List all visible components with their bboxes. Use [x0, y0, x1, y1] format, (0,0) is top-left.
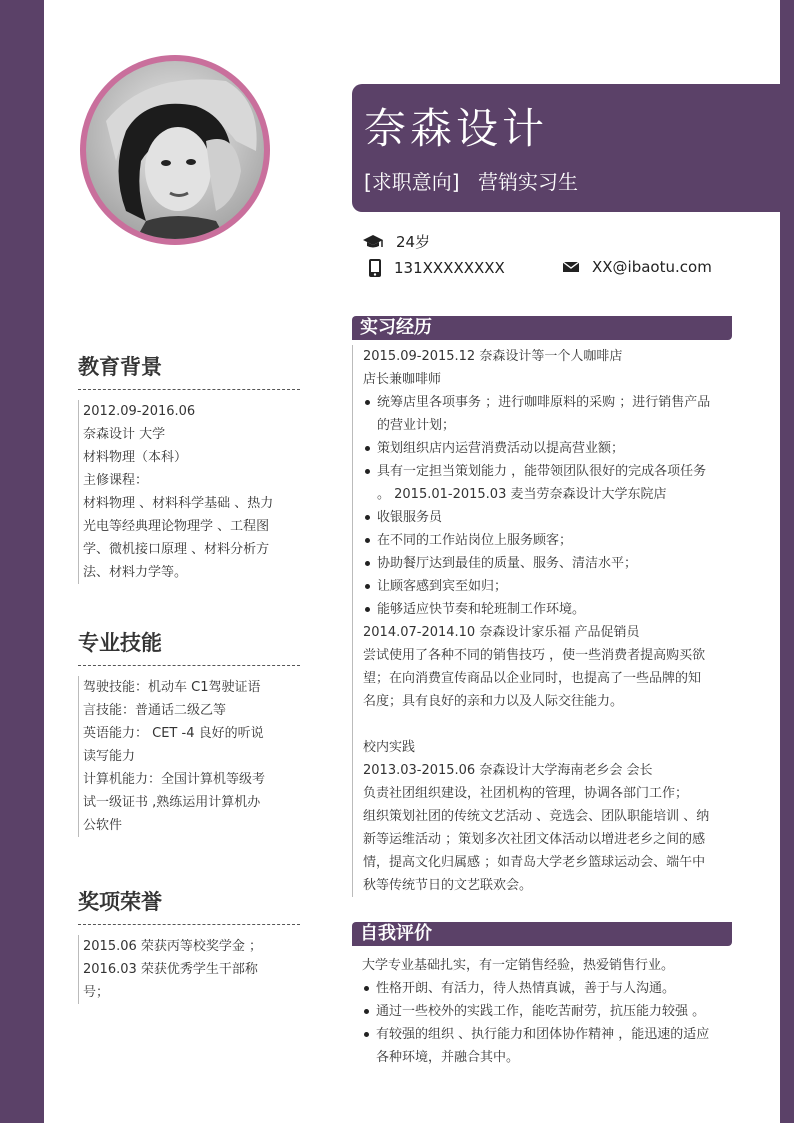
internship-line: 2013.03-2015.06 奈森设计大学海南老乡会 会长 [363, 763, 653, 778]
internship-line: 校内实践 [363, 740, 416, 755]
job-intent-value: 营销实习生 [477, 170, 578, 194]
internship-line: 2014.07-2014.10 奈森设计家乐福 产品促销员 [363, 625, 640, 640]
graduation-cap-icon [362, 233, 384, 251]
self-eval-line: 大学专业基础扎实，有一定销售经验，热爱销售行业。 [362, 958, 675, 973]
self-eval-content [352, 954, 732, 1069]
candidate-name: 奈森设计 [364, 104, 549, 153]
internship-bullet: 协助餐厅达到最佳的质量、服务、清洁水平； [353, 552, 732, 575]
education-line: 材料物理（本科） [83, 450, 188, 465]
education-line: 奈森设计 大学 [83, 427, 166, 442]
internship-line: 店长兼咖啡师 [363, 372, 442, 387]
self-eval-title-bar [352, 922, 732, 946]
internship-bullet: 在不同的工作站岗位上服务顾客； [353, 529, 732, 552]
skill-line: 言技能：普通话二级乙等 [83, 703, 227, 718]
internship-line: 。 2015.01-2015.03 麦当劳奈森设计大学东院店 [377, 487, 667, 502]
self-eval-title: 自我评价 [360, 923, 432, 944]
skill-line: 计算机能力：全国计算机等级考 [83, 772, 266, 787]
internship-line: 的营业计划； [377, 418, 456, 433]
education-line: 学、微机接口原理 、材料分析方 [83, 542, 270, 557]
phone-value: 131XXXXXXXX [394, 259, 505, 277]
education-title: 教育背景 [78, 355, 162, 379]
self-eval-bullet: 通过一些校外的实践工作，能吃苦耐劳，抗压能力较强 。 [352, 1000, 732, 1023]
divider [78, 389, 300, 390]
divider [78, 665, 300, 666]
awards-content [78, 935, 300, 1004]
internship-line: 名度；具有良好的亲和力以及人际交往能力。 [363, 694, 624, 709]
award-line: 号； [83, 985, 110, 1000]
awards-title: 奖项荣誉 [78, 890, 162, 914]
award-line: 2016.03 荣获优秀学生干部称 [83, 962, 258, 977]
internship-line: 新等运维活动 ；策划多次社团文体活动以增进老乡之间的感 [363, 832, 706, 847]
job-intent [364, 166, 578, 195]
education-content [78, 400, 300, 584]
right-accent-bar [780, 0, 794, 1123]
phone-row [368, 258, 505, 278]
skill-line: 读写能力 [83, 749, 136, 764]
internship-line: 情，提高文化归属感 ；如青岛大学老乡篮球运动会、端午中 [363, 855, 706, 870]
education-line: 法、材料力学等。 [83, 565, 188, 580]
self-eval-bullet: 有较强的组织 、执行能力和团体协作精神 ，能迅速的适应 [352, 1023, 732, 1046]
skills-content [78, 676, 300, 837]
awards-section [78, 886, 300, 1004]
internship-content [352, 345, 732, 897]
age-row [362, 231, 430, 252]
internship-line: 2015.09-2015.12 奈森设计等一个人咖啡店 [363, 349, 623, 364]
internship-line: 负责社团组织建设，社团机构的管理，协调各部门工作； [363, 786, 689, 801]
internship-bullet: 策划组织店内运营消费活动以提高营业额； [353, 437, 732, 460]
internship-bullet: 收银服务员 [353, 506, 732, 529]
internship-bullet: 统筹店里各项事务 ；进行咖啡原料的采购 ；进行销售产品 [353, 391, 732, 414]
award-line: 2015.06 荣获丙等校奖学金 ； [83, 939, 263, 954]
internship-bullet: 让顾客感到宾至如归； [353, 575, 732, 598]
skill-line: 英语能力： CET -4 良好的听说 [83, 726, 264, 741]
envelope-icon [562, 260, 580, 274]
internship-line: 望；在向消费宣传商品以企业同时，也提高了一些品牌的知 [363, 671, 702, 686]
internship-line: 组织策划社团的传统文艺活动 、竞选会、团队职能培训 、纳 [363, 809, 710, 824]
self-eval-line: 各种环境，并融合其中。 [376, 1050, 520, 1065]
skill-line: 试一级证书 ,熟练运用计算机办 [83, 795, 261, 810]
internship-line [353, 713, 732, 736]
internship-title: 实习经历 [360, 317, 432, 338]
skill-line: 公软件 [83, 818, 123, 833]
email-value: XX@ibaotu.com [592, 258, 712, 276]
education-section [78, 351, 300, 584]
skill-line: 驾驶技能：机动车 C1驾驶证语 [83, 680, 261, 695]
internship-line: 秋等传统节日的文艺联欢会。 [363, 878, 533, 893]
education-line: 材料物理 、材料科学基础 、热力 [83, 496, 274, 511]
profile-photo-frame [80, 55, 270, 245]
internship-bullet: 能够适应快节奏和轮班制工作环境。 [353, 598, 732, 621]
job-intent-label: [求职意向] [364, 170, 460, 194]
skills-section [78, 627, 300, 837]
education-line: 主修课程： [83, 473, 149, 488]
divider [78, 924, 300, 925]
skills-title: 专业技能 [78, 631, 162, 655]
education-line: 2012.09-2016.06 [83, 404, 196, 419]
self-eval-bullet: 性格开朗、有活力，待人热情真诚，善于与人沟通。 [352, 977, 732, 1000]
left-accent-bar [0, 0, 44, 1123]
profile-photo [86, 61, 264, 239]
mobile-phone-icon [368, 258, 382, 278]
age-value: 24岁 [396, 233, 431, 251]
email-row [562, 258, 712, 276]
name-header-box [352, 84, 780, 212]
internship-line: 尝试使用了各种不同的销售技巧 ，使一些消费者提高购买欲 [363, 648, 706, 663]
education-line: 光电等经典理论物理学 、工程图 [83, 519, 270, 534]
internship-bullet: 具有一定担当策划能力 ，能带领团队很好的完成各项任务 [353, 460, 732, 483]
internship-title-bar [352, 316, 732, 340]
